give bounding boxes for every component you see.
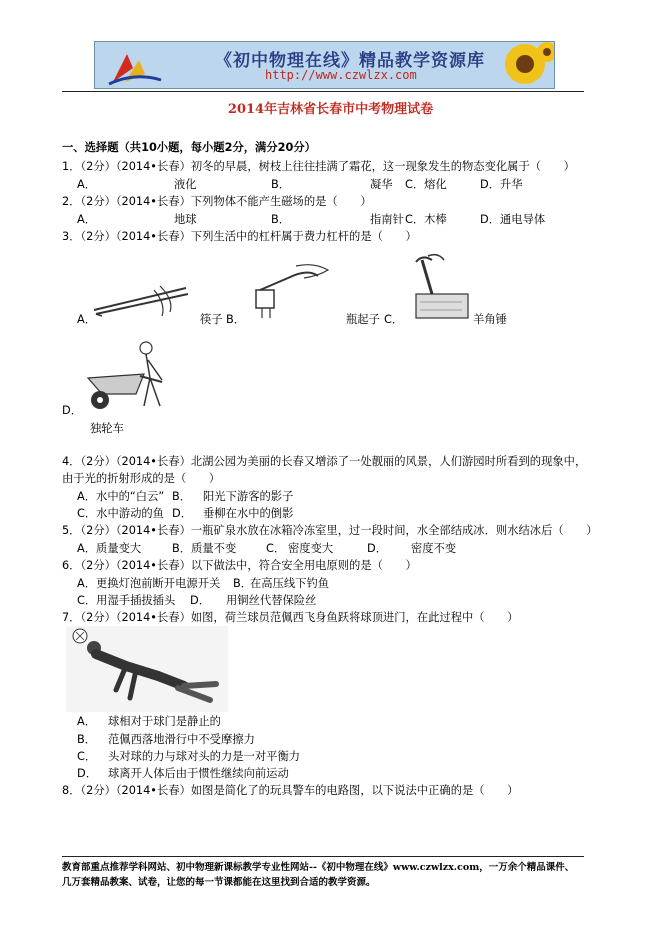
q1-option-b-text: 凝华 bbox=[370, 178, 393, 191]
exam-title: 2014年吉林省长春市中考物理试卷 bbox=[227, 102, 434, 117]
q5-option-c-label: C． bbox=[266, 542, 286, 555]
q3-option-d-text: 独轮车 bbox=[90, 422, 124, 435]
q7-option-c-text: 头对球的力与球对头的力是一对平衡力 bbox=[108, 750, 301, 763]
banner-url: http://www.czwlzx.com bbox=[265, 68, 417, 82]
q6-option-a: A．更换灯泡前断开电源开关 bbox=[77, 577, 221, 590]
q2-option-b-text: 指南针 bbox=[370, 213, 404, 226]
footer-line-1: 教育部重点推荐学科网站、初中物理新课标教学专业性网站--《初中物理在线》www.czwlzx.com，一万余个精品课件、 bbox=[62, 862, 575, 873]
q6-option-d-label: D． bbox=[190, 594, 210, 607]
q4-stem-line1: 4．（2分）（2014•长春）北湖公园为美丽的长春又增添了一处靓丽的风景，人们游园时所看到的现象中， bbox=[62, 455, 587, 468]
q2-option-b-label: B． bbox=[271, 213, 291, 226]
q2-option-c: C．木棒 bbox=[405, 213, 447, 226]
q7-option-d-label: D． bbox=[77, 767, 97, 780]
bottle-opener-figure bbox=[248, 262, 338, 322]
header-player-photo bbox=[66, 626, 228, 712]
q1-option-c: C．熔化 bbox=[405, 178, 447, 191]
q6-option-b-label: B． bbox=[233, 577, 253, 590]
q7-option-b-label: B． bbox=[77, 733, 97, 746]
q3-option-d-label: D． bbox=[62, 404, 82, 417]
q1-option-d: D．升华 bbox=[480, 178, 523, 191]
q3-option-c-label: C． bbox=[384, 313, 404, 326]
q4-option-b-text: 阳光下游客的影子 bbox=[203, 490, 294, 503]
q3-option-b-label: B． bbox=[226, 313, 246, 326]
chopsticks-figure bbox=[90, 282, 200, 322]
q1-option-b-label: B． bbox=[271, 178, 291, 191]
q6-stem: 6．（2分）（2014•长春）以下做法中，符合安全用电原则的是（ ） bbox=[62, 559, 417, 572]
q8-stem: 8．（2分）（2014•长春）如图是简化了的玩具警车的电路图，以下说法中正确的是（ ） bbox=[62, 784, 519, 797]
q5-option-d-label: D． bbox=[367, 542, 387, 555]
q3-stem: 3．（2分）（2014•长春）下列生活中的杠杆属于费力杠杆的是（ ） bbox=[62, 230, 417, 243]
banner-title: 《初中物理在线》精品教学资源库 bbox=[215, 51, 485, 71]
q1-option-a-label: A． bbox=[77, 178, 97, 191]
q1-stem: 1．（2分）（2014•长春）初冬的早晨，树枝上往往挂满了霜花，这一现象发生的物态变化属于（ ） bbox=[62, 160, 575, 173]
q6-option-b-text: 在高压线下钓鱼 bbox=[250, 577, 330, 590]
q7-option-d-text: 球离开人体后由于惯性继续向前运动 bbox=[108, 767, 289, 780]
section-heading: 一、选择题（共10小题，每小题2分，满分20分） bbox=[62, 141, 316, 154]
footer-line-2: 几万套精品教案、试卷，让您的每一节课都能在这里找到合适的教学资源。 bbox=[62, 877, 376, 888]
q3-option-a-label: A． bbox=[77, 313, 97, 326]
q7-option-b-text: 范佩西落地滑行中不受摩擦力 bbox=[108, 733, 255, 746]
q5-option-d-text: 密度不变 bbox=[411, 542, 457, 555]
q4-stem-line2: 由于光的折射形成的是（ ） bbox=[62, 472, 221, 485]
q4-option-d-text: 垂柳在水中的倒影 bbox=[203, 507, 294, 520]
q5-option-c-text: 密度变大 bbox=[288, 542, 334, 555]
q4-option-b-label: B． bbox=[172, 490, 192, 503]
q2-option-d: D．通电导体 bbox=[480, 213, 546, 226]
footer bbox=[62, 860, 602, 890]
claw-hammer-figure bbox=[410, 252, 470, 324]
site-logo-icon bbox=[105, 46, 165, 86]
wheelbarrow-figure bbox=[84, 340, 184, 412]
q4-option-d-label: D． bbox=[172, 507, 192, 520]
q3-option-b-text: 瓶起子 bbox=[346, 313, 380, 326]
q3-option-c-text: 羊角锤 bbox=[473, 313, 507, 326]
q2-option-a-text: 地球 bbox=[174, 213, 197, 226]
q3-option-a-text: 筷子 bbox=[200, 313, 223, 326]
q4-option-c: C．水中游动的鱼 bbox=[77, 507, 164, 520]
q1-option-a-text: 液化 bbox=[174, 178, 197, 191]
footer-rule bbox=[62, 856, 584, 857]
q5-stem: 5．（2分）（2014•长春）一瓶矿泉水放在冰箱冷冻室里，过一段时间，水全部结成冰．则水结冰后（ ） bbox=[62, 524, 598, 537]
q7-stem: 7．（2分）（2014•长春）如图，荷兰球员范佩西飞身鱼跃将球顶进门，在此过程中（ ） bbox=[62, 611, 519, 624]
q4-option-a: A．水中的“白云” bbox=[77, 490, 165, 503]
q5-option-a: A．质量变大 bbox=[77, 542, 142, 555]
q7-option-c-label: C． bbox=[77, 750, 97, 763]
header-rule bbox=[62, 91, 584, 92]
q2-stem: 2．（2分）（2014•长春）下列物体不能产生磁场的是（ ） bbox=[62, 195, 372, 208]
q7-option-a-label: A． bbox=[77, 715, 97, 728]
q7-option-a-text: 球相对于球门是静止的 bbox=[108, 715, 221, 728]
q2-option-a-label: A． bbox=[77, 213, 97, 226]
header-banner bbox=[94, 41, 555, 89]
q6-option-c: C．用湿手插拔插头 bbox=[77, 594, 176, 607]
q5-option-b: B．质量不变 bbox=[172, 542, 237, 555]
q6-option-d-text: 用铜丝代替保险丝 bbox=[226, 594, 317, 607]
sunflower-icon bbox=[495, 42, 555, 88]
